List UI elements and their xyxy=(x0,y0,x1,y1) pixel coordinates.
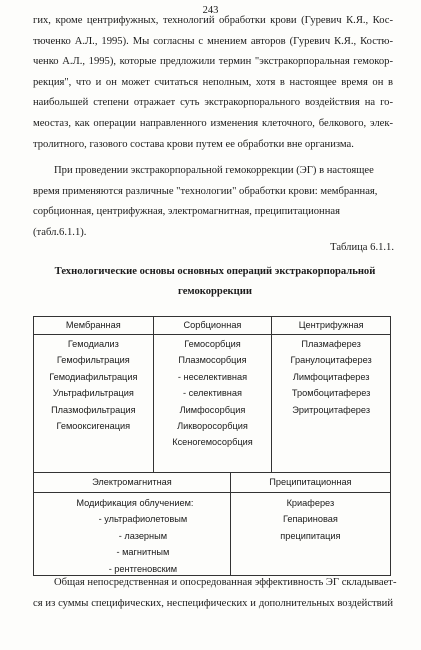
centrifuge-item: Эритроцитаферез xyxy=(292,404,371,415)
paragraph-line: ченко А.Л., 1995), которые предложили термин "экстракорпоральная гемокор- xyxy=(33,56,393,68)
paragraph-2 xyxy=(33,161,393,243)
sorption-item: Ликворосорбция xyxy=(177,421,248,432)
membrane-item: Гемооксигенация xyxy=(56,421,131,432)
header-precipitation: Преципитационная xyxy=(230,473,390,492)
table-header-row xyxy=(34,472,390,492)
sorption-item: Гемосорбция xyxy=(184,339,241,349)
table-title-line: Технологические основы основных операций экстракорпоральной xyxy=(54,266,376,277)
table-number: Таблица 6.1.1. xyxy=(330,242,394,253)
centrifuge-item: Лимфоцитаферез xyxy=(292,371,370,382)
paragraph-line: время применяются различные "технологии" обработки крови: мембранная, xyxy=(33,185,378,197)
paragraph-line: тюченко А.Л., 1995). Мы согласны с мнением авторов (Гуревич К.Я., Костю- xyxy=(33,35,393,47)
paragraph-line: меостаз, как операции направленного изменения клеточного, белкового, элек- xyxy=(33,117,393,129)
table-header-row xyxy=(34,317,390,334)
paragraph-3 xyxy=(33,573,397,614)
sorption-item: Ксеногемосорбция xyxy=(172,437,253,448)
sorption-item: Плазмосорбция xyxy=(178,355,247,366)
table-row xyxy=(34,492,390,575)
precipitation-item: Гепариновая xyxy=(282,514,338,525)
centrifuge-item: Тромбоцитаферез xyxy=(291,388,371,399)
paragraph-line: наибольшей степени отражает суть экстракорпорального воздействия на го- xyxy=(33,97,393,109)
paragraph-line: тролитного, газового состава крови путем ее обработки вне организма. xyxy=(33,138,354,150)
table-title xyxy=(30,262,400,303)
header-centrifuge: Центрифужная xyxy=(271,317,390,334)
precipitation-item: преципитация xyxy=(280,530,341,541)
centrifuge-cell xyxy=(271,335,390,472)
header-sorption: Сорбционная xyxy=(153,317,272,334)
electromagnetic-item: - магнитным xyxy=(116,547,170,558)
precipitation-item: Криаферез xyxy=(286,498,335,508)
membrane-cell xyxy=(34,335,153,472)
electromagnetic-item: - лазерным xyxy=(118,530,168,541)
electromagnetic-cell xyxy=(34,493,230,575)
membrane-item: Ультрафильтрация xyxy=(52,388,134,399)
sorption-cell xyxy=(153,335,272,472)
electromagnetic-item: Модификация облучением: xyxy=(76,498,194,508)
paragraph-line: Общая непосредственная и опосредованная эффективность ЭГ складывает- xyxy=(54,577,397,588)
paragraph-line: рекция", что и он может считаться неполным, хотя в настоящее время он в xyxy=(33,76,393,88)
paragraph-line: (табл.6.1.1). xyxy=(33,226,87,238)
paragraph-1 xyxy=(33,11,393,155)
membrane-item: Гемофильтрация xyxy=(56,355,130,366)
electromagnetic-item: - ультрафиолетовым xyxy=(98,514,188,525)
technology-table xyxy=(33,316,391,576)
electromagnetic-item: - рентгеновским xyxy=(108,563,178,574)
membrane-item: Гемодиализ xyxy=(67,339,119,349)
paragraph-line: сорбционная, центрифужная, электромагнитная, преципитационная xyxy=(33,206,340,218)
header-membrane: Мембранная xyxy=(65,320,121,330)
membrane-item: Плазмофильтрация xyxy=(51,404,136,415)
table-row xyxy=(34,334,390,472)
paragraph-line: При проведении экстракорпоральной гемокоррекции (ЭГ) в настоящее xyxy=(54,165,374,176)
membrane-item: Гемодиафильтрация xyxy=(49,371,138,382)
precipitation-cell xyxy=(230,493,390,575)
paragraph-line: гих, кроме центрифужных, технологий обработки крови (Гуревич К.Я., Кос- xyxy=(33,15,393,26)
centrifuge-item: Гранулоцитаферез xyxy=(290,355,372,366)
sorption-item: Лимфосорбция xyxy=(179,404,246,415)
sorption-item: - селективная xyxy=(182,388,242,399)
header-electromagnetic: Электромагнитная xyxy=(92,477,172,487)
centrifuge-item: Плазмаферез xyxy=(301,339,361,349)
table-title-line: гемокоррекции xyxy=(178,286,252,298)
paragraph-line: ся из суммы специфических, неспецифических и дополнительных воздействий xyxy=(33,597,393,609)
sorption-item: - неселективная xyxy=(177,371,248,382)
page-number: 243 xyxy=(202,5,219,16)
